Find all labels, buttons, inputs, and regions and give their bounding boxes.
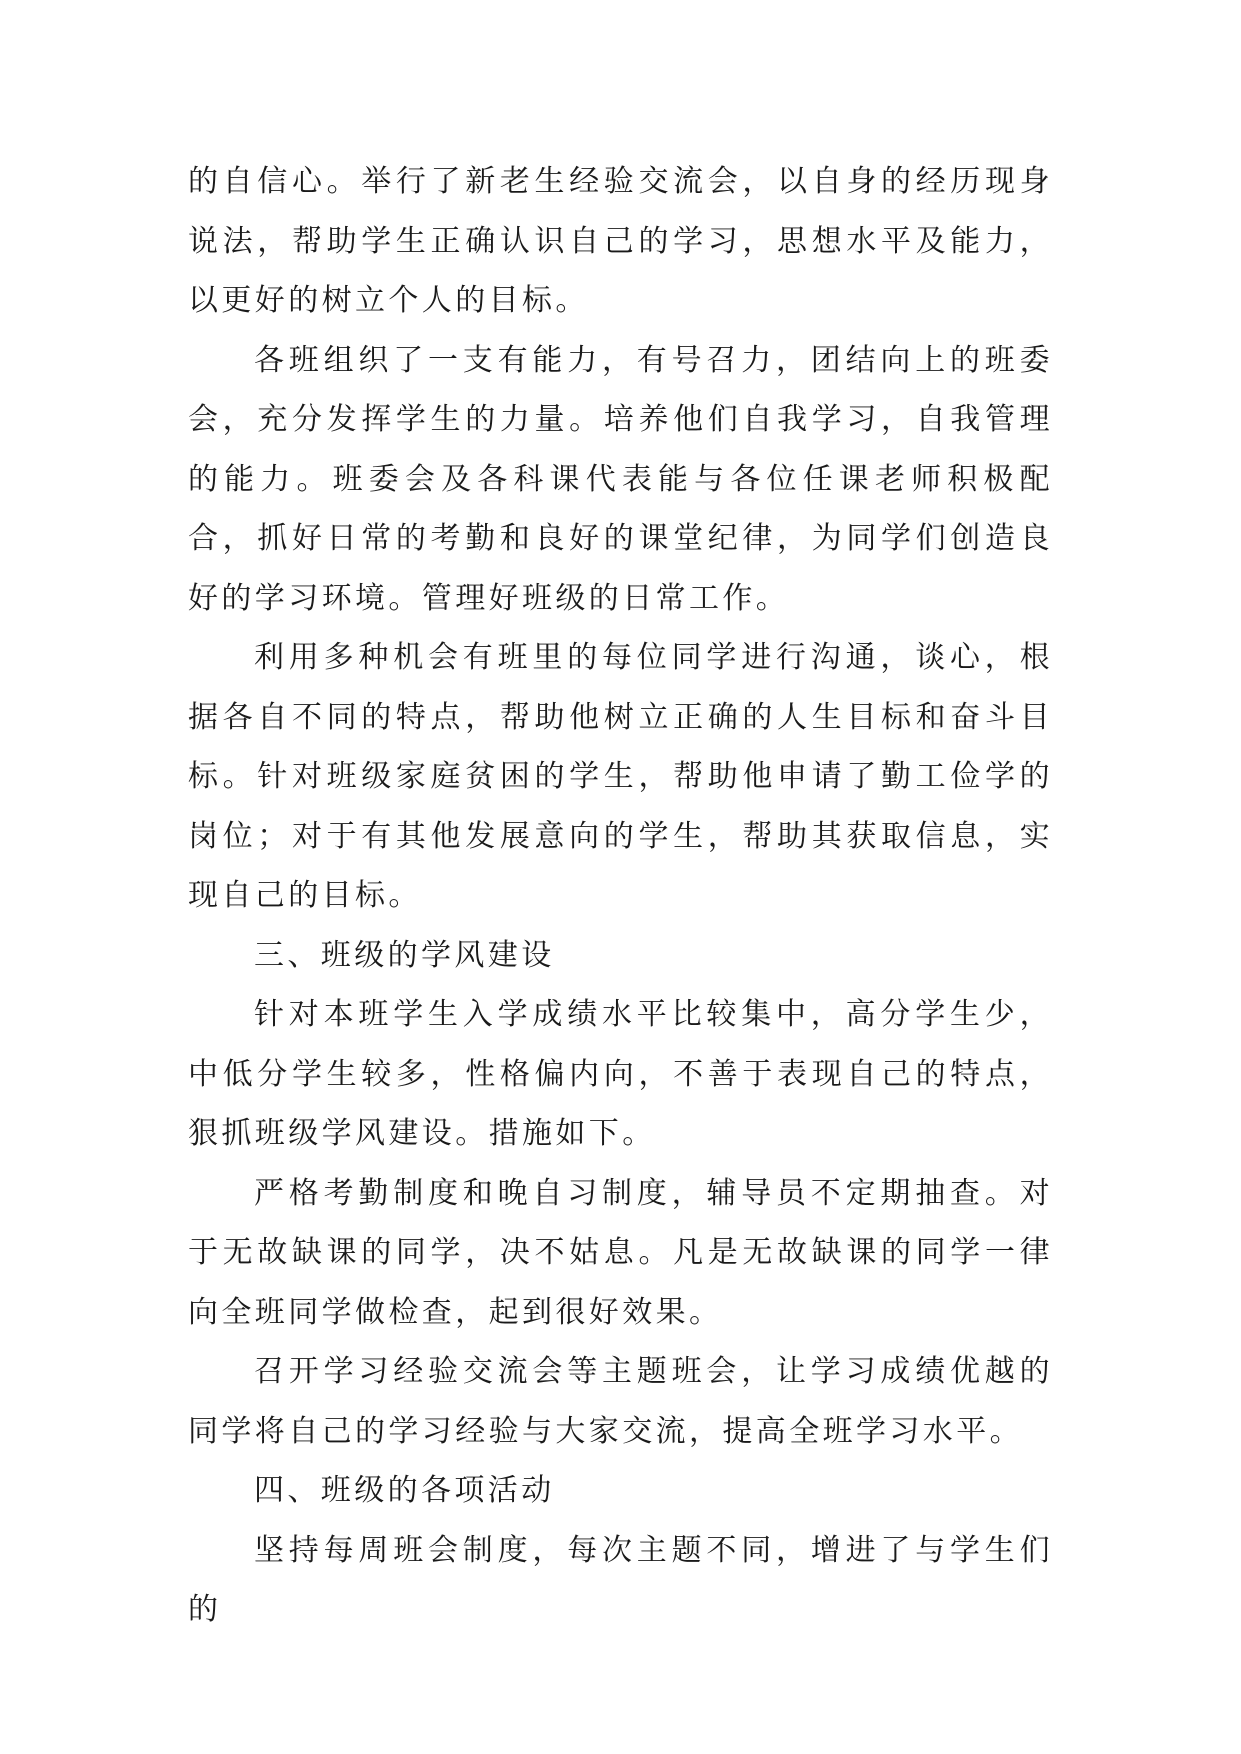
body-paragraph: 坚持每周班会制度，每次主题不同，增进了与学生们的 xyxy=(188,1532,1053,1627)
section-heading: 四、班级的各项活动 xyxy=(254,1473,555,1508)
body-paragraph: 利用多种机会有班里的每位同学进行沟通，谈心，根据各自不同的特点，帮助他树立正确的人生目标和奋斗目标。针对班级家庭贫困的学生，帮助他申请了勤工俭学的岗位；对于有其他发展意向的学生，帮助其获取信息，实现自己的目标。 xyxy=(188,640,1053,913)
section-heading: 三、班级的学风建设 xyxy=(254,937,555,973)
body-paragraph: 各班组织了一支有能力，有号召力，团结向上的班委会，充分发挥学生的力量。培养他们自我学习，自我管理的能力。班委会及各科课代表能与各位任课老师积极配合，抓好日常的考勤和良好的课堂纪律，为同学们创造良好的学习环境。管理好班级的日常工作。 xyxy=(188,342,1053,616)
body-paragraph: 严格考勤制度和晚自习制度，辅导员不定期抽查。对于无故缺课的同学，决不姑息。凡是无故缺课的同学一律向全班同学做检查，起到很好效果。 xyxy=(188,1175,1053,1330)
body-paragraph: 的自信心。举行了新老生经验交流会，以自身的经历现身说法，帮助学生正确认识自己的学习，思想水平及能力，以更好的树立个人的目标。 xyxy=(188,164,1053,318)
document-page xyxy=(188,152,1053,1640)
body-paragraph: 召开学习经验交流会等主题班会，让学习成绩优越的同学将自己的学习经验与大家交流，提高全班学习水平。 xyxy=(188,1354,1053,1449)
body-paragraph: 针对本班学生入学成绩水平比较集中，高分学生少，中低分学生较多，性格偏内向，不善于表现自己的特点，狠抓班级学风建设。措施如下。 xyxy=(188,997,1053,1151)
